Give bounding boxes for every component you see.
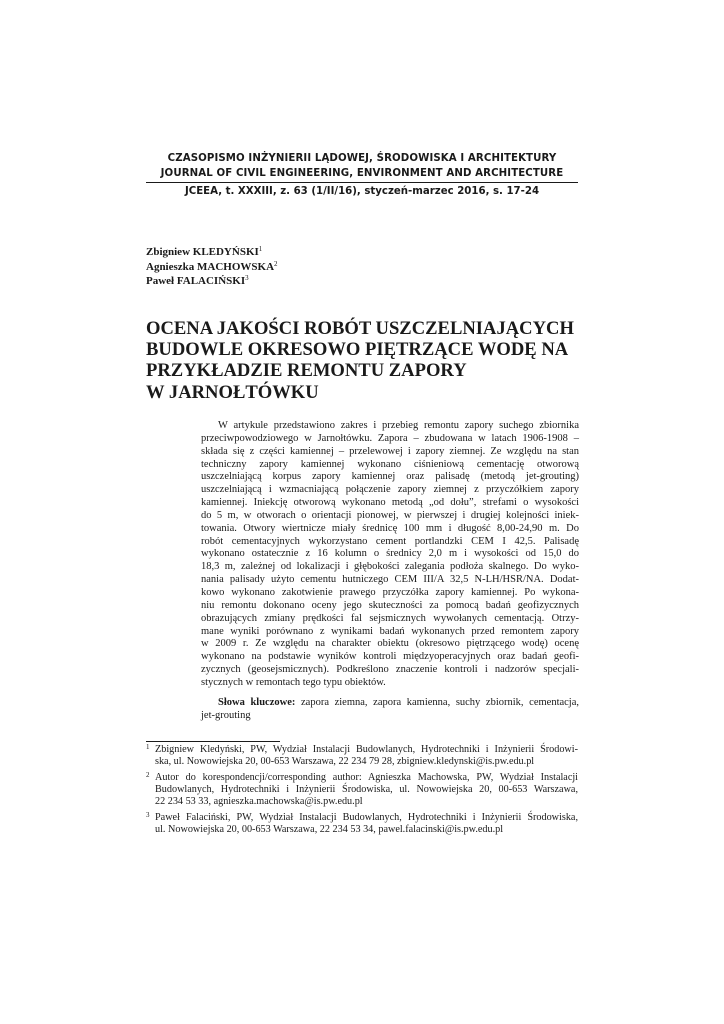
abstract-line: mane wyniki porównano z wynikami badań wykonanych przed remontem zapory bbox=[201, 625, 579, 637]
footnote-line: Budowlanych, Hydrotechniki i Inżynierii Środowiska, ul. Nowowiejska 20, 00-653 Warszawa, bbox=[155, 784, 578, 796]
abstract-line: niu remontu dokonano oceny jego skuteczności za pomocą badań geofizycznych bbox=[201, 599, 579, 611]
abstract-line: do 5 m, w otworach o orientacji pionowej, w pierwszej i drugiej kolejności iniek- bbox=[201, 509, 579, 521]
keywords-line bbox=[201, 697, 579, 710]
footnote-divider bbox=[146, 741, 280, 742]
title-line: BUDOWLE OKRESOWO PIĘTRZĄCE WODĘ NA bbox=[146, 339, 569, 361]
abstract-line: uszczelniającą i wzmacniającą połączenie zapory ziemnej z przyczółkiem zapory bbox=[201, 484, 579, 496]
author-2: Agnieszka MACHOWSKA$^2$ bbox=[146, 259, 278, 273]
abstract-line: stycznych w remontach tego typu obiektów. bbox=[201, 676, 386, 688]
abstract bbox=[201, 420, 579, 690]
footnote-line: 22 234 53 33, agnieszka.machowska@is.pw.edu.pl bbox=[155, 796, 363, 808]
footnotes bbox=[146, 744, 578, 840]
abstract-line: kamiennej. Iniekcję otworową wykonano metodą „od dołu”, strefami o wysokości bbox=[201, 497, 579, 509]
abstract-line: obrazujących zmiany prędkości fal sejsmicznych wywołanych cementacją. Otrzy- bbox=[201, 612, 579, 624]
keywords bbox=[201, 697, 579, 723]
footnote-line: Autor do korespondencji/corresponding author: Agnieszka Machowska, PW, Wydział Instalacji bbox=[155, 771, 578, 783]
footnote-3 bbox=[146, 812, 578, 836]
abstract-line: techniczny zapory kamiennej wykonano ciśnieniową cementację otworową bbox=[201, 458, 579, 470]
author-1-footnote-ref: 1 bbox=[258, 245, 263, 253]
abstract-line: kowo wykonano zakotwienie prawego przyczółka zapory kamiennej. Po wykona- bbox=[201, 586, 579, 598]
abstract-line: w 2009 r. Ze względu na charakter obiektu (okresowo piętrzącego wodę) ocenę bbox=[201, 638, 579, 650]
abstract-line: uszczelniającą korpus zapory kamiennej oraz palisadę (metodą jet-grouting) bbox=[201, 471, 579, 483]
paper-title bbox=[146, 318, 586, 403]
journal-name-pl: CZASOPISMO INŻYNIERII LĄDOWEJ, ŚRODOWISKA I ARCHITEKTURY bbox=[167, 153, 557, 164]
abstract-line: towania. Otwory wiertnicze miały średnicę 100 mm i długość 8,00-24,90 m. Do bbox=[201, 522, 579, 534]
abstract-line: przeciwpowodziowego w Jarnołtówku. Zapora – zbudowana w latach 1906-1908 – bbox=[201, 432, 579, 444]
abstract-line: wykonano ostatecznie z 16 kolumn o średnicy 2,0 m i wysokości od 15,0 do bbox=[201, 548, 579, 560]
footnote-number: 1 bbox=[146, 743, 150, 751]
keywords-line: jet-grouting bbox=[201, 709, 251, 721]
abstract-line: W artykule przedstawiono zakres i przebieg remontu zapory suchego zbiornika bbox=[218, 420, 579, 431]
journal-name-en: JOURNAL OF CIVIL ENGINEERING, ENVIRONMENT AND ARCHITECTURE bbox=[160, 167, 564, 179]
title-line: PRZYKŁADZIE REMONTU ZAPORY bbox=[146, 360, 467, 382]
abstract-line: 18,3 m, zależnej od lokalizacji i głębokości zalegania podłoża skalnego. Do wyko- bbox=[201, 561, 579, 573]
abstract-line: nania palisady użyto cementu hutniczego CEM III/A 32,5 N-LH/HSR/NA. Dodat- bbox=[201, 574, 579, 586]
abstract-line: składa się z części kamiennej – przelewowej i zapory ziemnej. Ze względu na stan bbox=[201, 445, 579, 457]
journal-issue: JCEEA, t. XXXIII, z. 63 (1/II/16), styczeń-marzec 2016, s. 17-24 bbox=[184, 186, 540, 197]
footnote-line: ska, ul. Nowowiejska 20, 00-653 Warszawa, 22 234 79 28, zbigniew.kledynski@is.pw.edu.pl bbox=[155, 756, 535, 768]
abstract-line: robót cementacyjnych wykorzystano cement portlandzki CEM I 42,5. Palisadę bbox=[201, 535, 579, 547]
footnote-2 bbox=[146, 772, 578, 809]
author-3: Paweł FALACIŃSKI$^3$ bbox=[146, 274, 249, 287]
author-3-footnote-ref: 3 bbox=[245, 274, 249, 282]
author-2-footnote-ref: 2 bbox=[274, 259, 278, 268]
footnote-1 bbox=[146, 744, 578, 768]
footnote-number: 2 bbox=[146, 770, 150, 779]
keywords-label: Słowa kluczowe: bbox=[218, 697, 296, 708]
author-1: Zbigniew KLEDYŃSKI$^1$ bbox=[146, 245, 263, 258]
abstract-line: zycznych (geosejsmicznych). Podkreślono znaczenie kontroli i nadzorów specjali- bbox=[201, 664, 579, 676]
keywords-list: zapora ziemna, zapora kamienna, suchy zbiornik, cementacja, bbox=[301, 697, 580, 708]
abstract-line: wykonano na podstawie wyników kontroli międzyoperacyjnych oraz badań geofi- bbox=[201, 651, 579, 663]
author-list bbox=[146, 245, 278, 289]
title-line: W JARNOŁTÓWKU bbox=[146, 381, 319, 403]
title-line: OCENA JAKOŚCI ROBÓT USZCZELNIAJĄCYCH bbox=[146, 318, 574, 339]
footnote-number: 3 bbox=[146, 811, 150, 820]
journal-header bbox=[146, 152, 578, 181]
footnote-line: Paweł Falaciński, PW, Wydział Instalacji Budowlanych, Hydrotechniki i Inżynierii Środowiska, bbox=[155, 812, 578, 824]
footnote-line: Zbigniew Kledyński, PW, Wydział Instalacji Budowlanych, Hydrotechniki i Inżynierii Środowi- bbox=[155, 744, 578, 755]
footnote-line: ul. Nowowiejska 20, 00-653 Warszawa, 22 234 53 34, pawel.falacinski@is.pw.edu.pl bbox=[155, 824, 504, 836]
header-divider bbox=[146, 182, 578, 183]
